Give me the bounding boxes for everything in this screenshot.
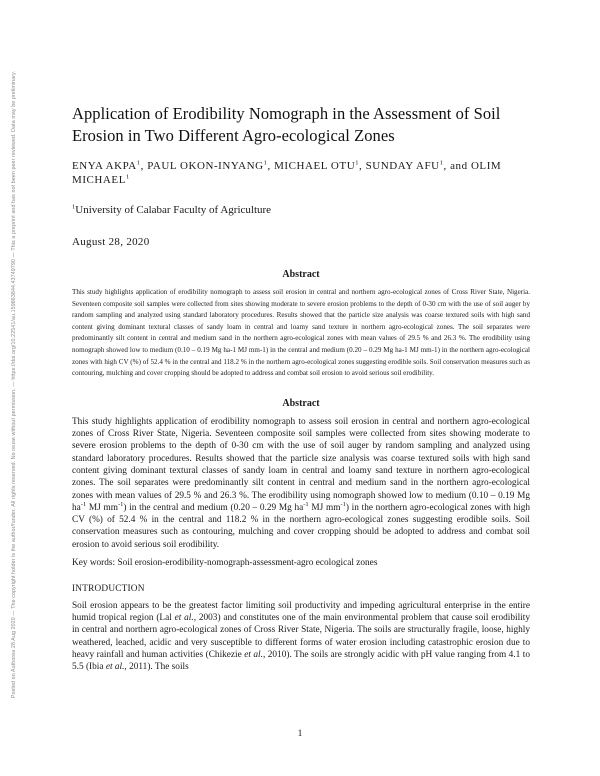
abstract-text: MJ mm [308,502,341,513]
abstract-short: This study highlights application of erodibility nomograph to assess soil erosion in central and northern agro-ecological zones of Cross River State, Nigeria. Seventeen composite soil samples were collected from sites showing moderate to severe erosion problems to the depth of 0-30 cm with the use of soil auger by random sampling and analyzed using standard laboratory procedures. Results showed that the particle size analysis was coarse textured soils with high sand content giving dominant textural classes of sandy loam in central and loamy sand texture in northern agro-ecological zones. The soil separates were predominantly silt content in central and medium sand in the northern agro-ecological zones with mean values of 29.5 % and 26.3 %. The erodibility using nomograph showed low to medium (0.10 – 0.19 Mg ha-1 MJ mm-1) in the central and medium (0.20 – 0.29 Mg ha-1 MJ mm-1) in the northern agro-ecological zones with high CV (%) of 52.4 % in the central and 118.2 % in the northern agro-ecological zones suggesting erodible soils. Soil conservation measures such as contouring, mulching and cover cropping should be adopted to address and combat soil erosion to avoid serious soil erodibility. [72,288,530,378]
author-name: PAUL OKON-INYANG [147,160,264,172]
intro-text: Soil erosion appears to be the greatest factor limiting soil productivity and impeding agricultural enterprise in the entire humid tropical region (Lal [72,600,530,623]
author-separator: , and [443,160,471,172]
paper-title: Application of Erodibility Nomograph in the Assessment of Soil Erosion in Two Different Agro-ecological Zones [72,104,501,145]
author-list [72,159,530,187]
author-name: ENYA AKPA [72,160,137,172]
introduction-heading: INTRODUCTION [72,584,145,595]
abstract-text: MJ mm [86,502,118,513]
page-number: 1 [297,729,303,739]
preprint-notice-sidebar [2,70,17,698]
exponent: -1 [340,500,346,508]
et-al: et al. [105,662,125,673]
abstract-body-heading: Abstract [282,397,320,409]
exponent: -1 [303,500,309,508]
author-name: OLIM MICHAEL [72,160,502,186]
paper-content [72,103,530,673]
author-name: SUNDAY AFU [365,160,440,172]
abstract-text: This study highlights application of erodibility nomograph to assess soil erosion in central and northern agro-ecological zones of Cross River State, Nigeria. Seventeen composite soil samples were collected from sites showing moderate to severe erosion problems to the depth of 0-30 cm with the use of soil auger by random sampling and analyzed using standard laboratory procedures. Results showed that the particle size analysis was coarse textured soils with high sand content giving dominant textural classes of sandy loam in central and loamy sand texture in northern agro-ecological zones. The soil separates were predominantly silt content in central and medium sand in the northern agro-ecological zones with mean values of 29.5 % and 26.3 %. The erodibility using nomograph showed low to medium (0.10 – 0.19 Mg ha [72,416,530,513]
keywords: Key words: Soil erosion-erodibility-nomograph-assessment-agro ecological zones [72,558,378,569]
abstract-text: ) in the northern agro-ecological zones with high CV (%) of 52.4 % in the central and 118.2 % in the northern agro-ecological zones suggesting erodible soils. Soil conservation measures such as contouring, mulching and cover cropping should be adopted to address and combat soil erosion to avoid serious soil erodibility. [72,502,531,550]
affiliation-mark: 1 [72,203,76,211]
author-name: MICHAEL OTU [274,160,356,172]
author-affil-mark: 1 [136,159,141,167]
intro-text: , 2011). The soils [124,662,189,673]
publication-date: August 28, 2020 [72,236,150,248]
author-affil-mark: 1 [125,173,130,181]
affiliation-name: University of Calabar Faculty of Agriculture [75,204,272,216]
author-separator: , [140,160,148,172]
exponent: -1 [80,500,87,508]
introduction-paragraph [72,600,530,674]
abstract-heading: Abstract [282,269,320,280]
author-affil-mark: 1 [355,159,359,167]
intro-text: , 2003) and constitutes one of the main environmental problem that cause soil erodibility in central and northern agro-ecological zones of Cross River State, Nigeria. The soils are structurally fragile, loose, highly weathered, leached, acidic and very susceptible to different forms of water erosion including catastrophic erosion due to heavy rainfall and human activities (Chikezie [72,612,531,660]
author-affil-mark: 1 [263,159,268,167]
et-al: et al. [244,649,263,660]
exponent: -1 [117,500,124,508]
author-separator: , [359,160,366,172]
author-separator: , [267,160,275,172]
intro-text: , 2010). The soils are strongly acidic with pH value ranging from 4.1 to 5.5 (Ibia [72,649,530,673]
author-affil-mark: 1 [439,159,444,167]
affiliation [72,203,530,217]
preprint-notice-text: Posted on Authorea 28 Aug 2020 — The copyright holder is the author/funder. All rights reserved. No reuse without permission. — https://doi.org/10.22541/au.159863844.43749790 — This a preprint and has not been peer reviewed. Data may be preliminary. [11,70,17,698]
et-al: et al. [174,612,194,623]
abstract-long [72,416,530,551]
abstract-text: ) in the central and medium (0.20 – 0.29 Mg ha [123,502,304,513]
